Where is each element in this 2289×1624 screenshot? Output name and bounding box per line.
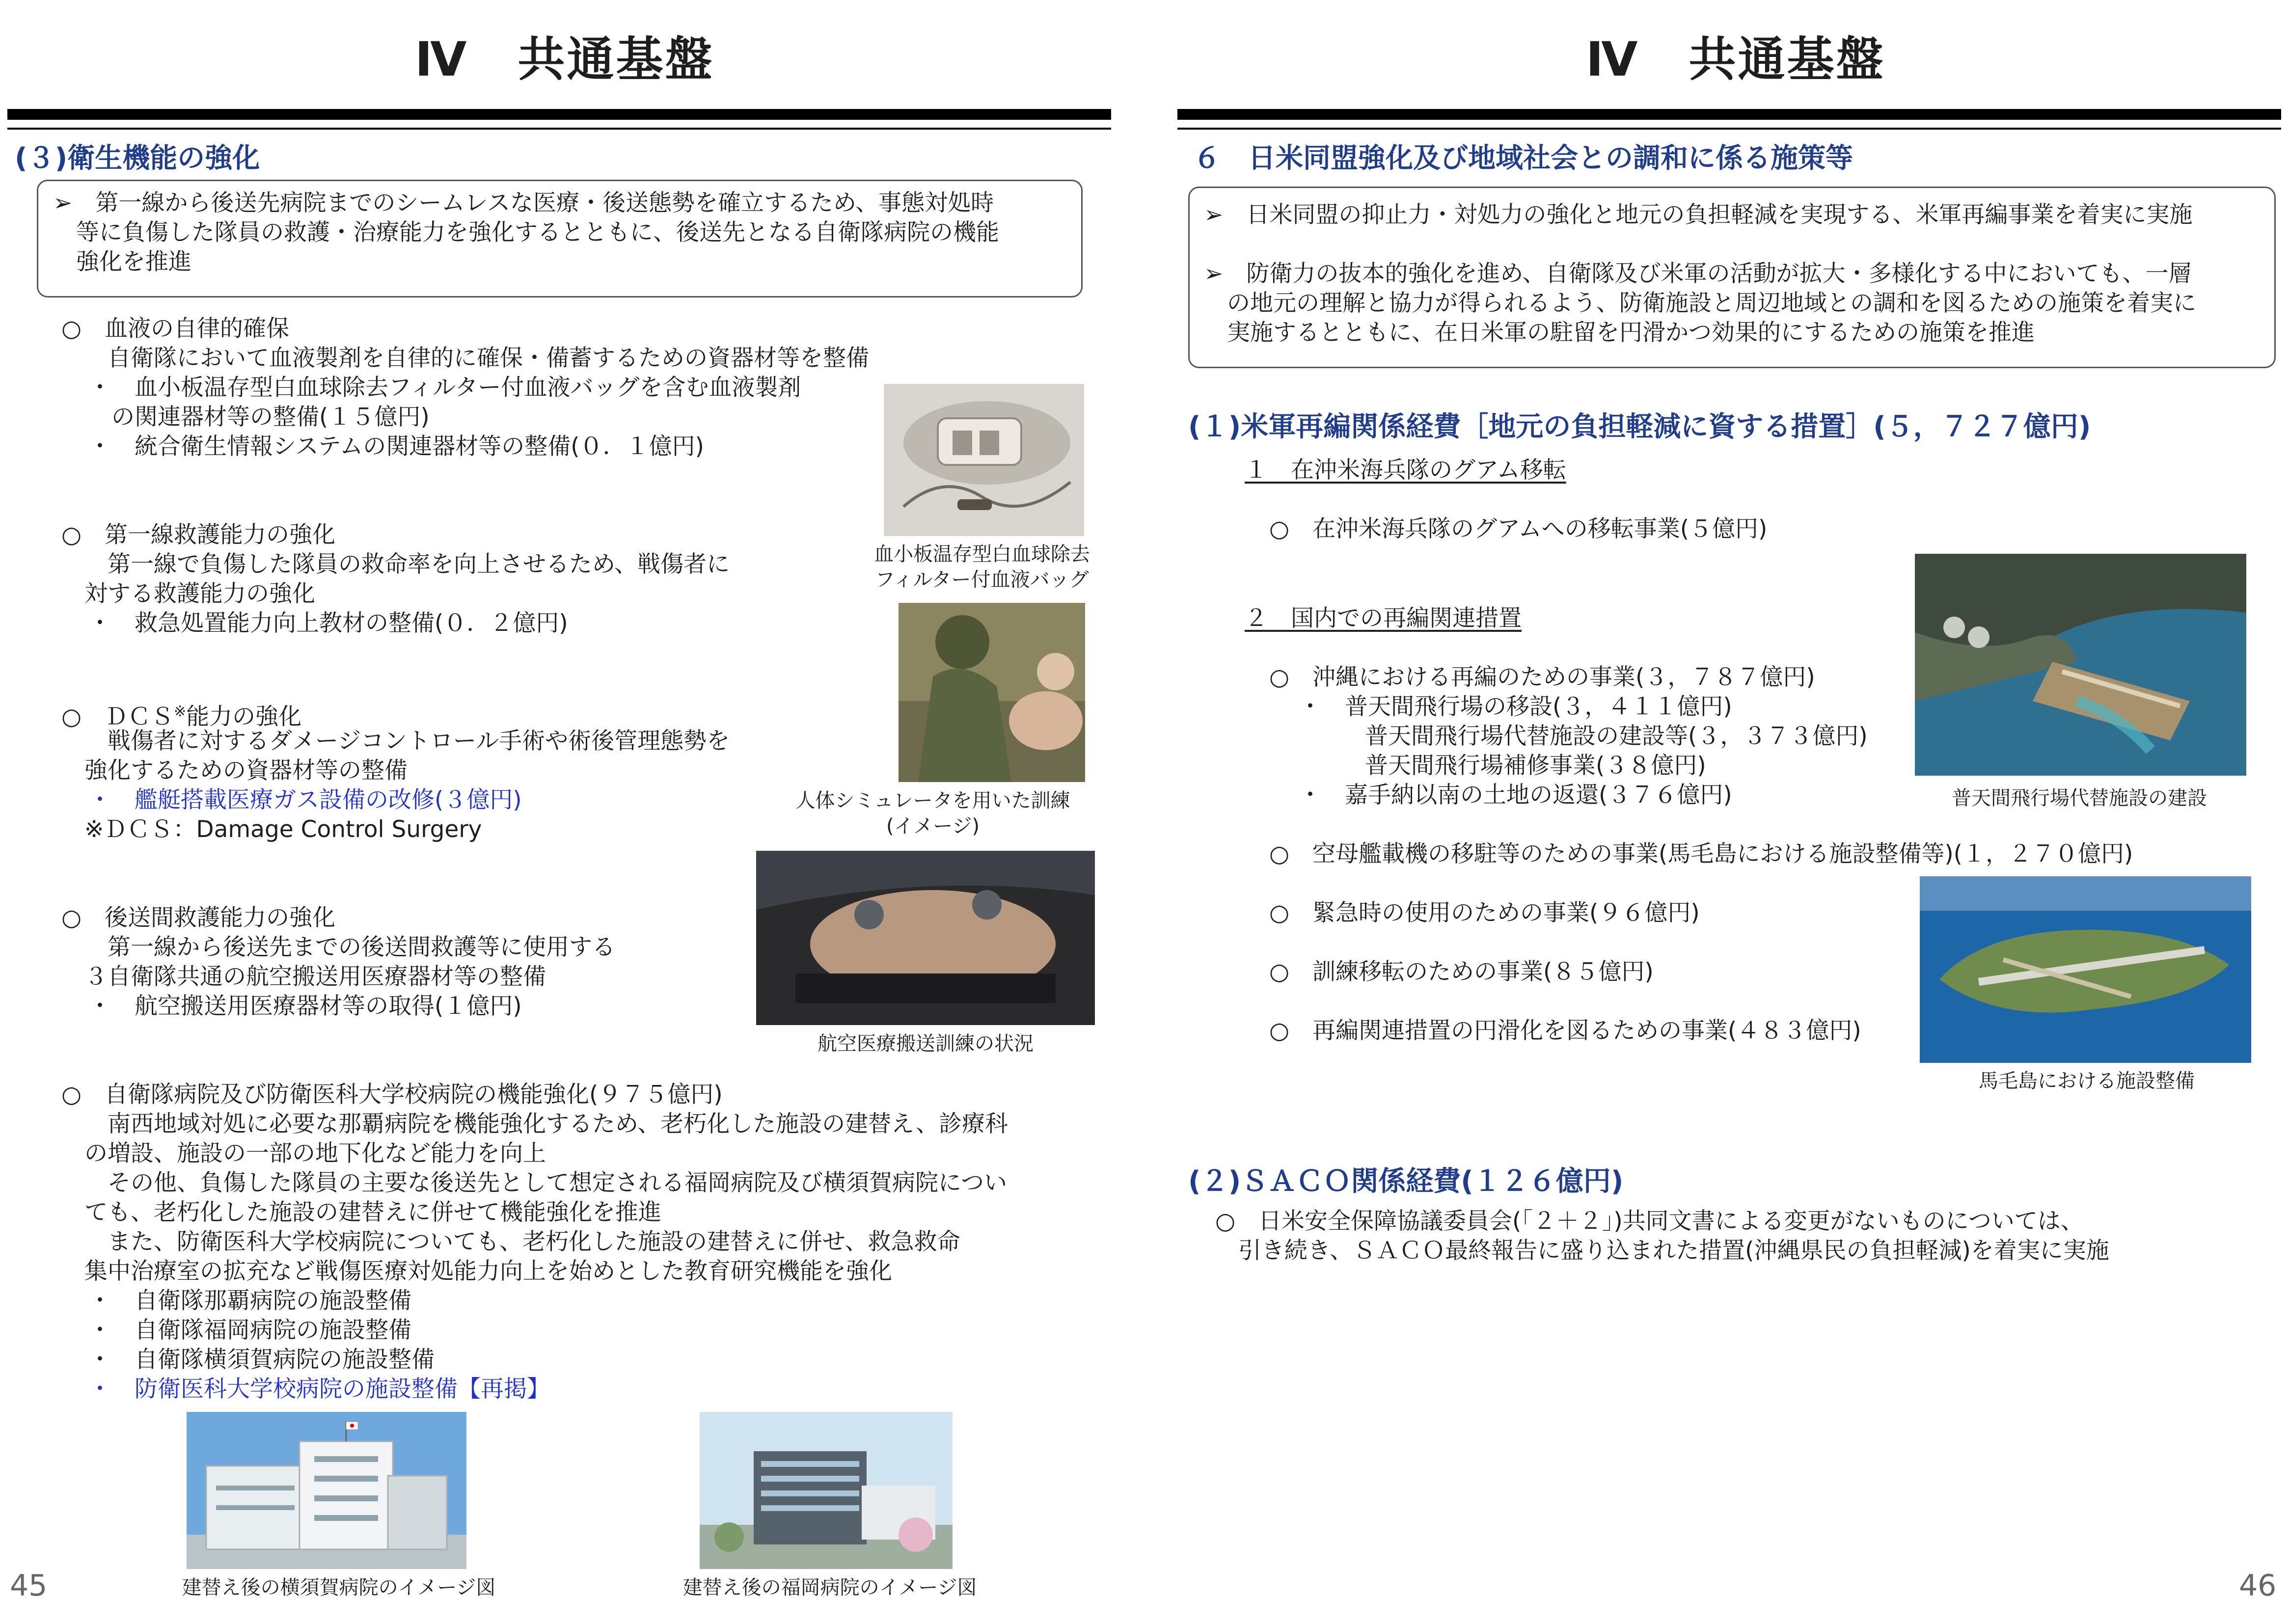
blood-bullet-cont: の関連器材等の整備(１５億円) bbox=[88, 404, 430, 431]
blood-bag-photo bbox=[884, 384, 1084, 536]
hospital-desc: ても、老朽化した施設の建替えに併せて機能強化を推進 bbox=[61, 1199, 661, 1226]
futenma-replacement-photo bbox=[1915, 554, 2246, 776]
title-rule-thick-right bbox=[1177, 109, 2281, 120]
air-evac-training-photo bbox=[756, 851, 1095, 1025]
fukuoka-hospital-image bbox=[700, 1412, 953, 1569]
caption-blood-bag: 血小板温存型白血球除去 フィルター付血液バッグ bbox=[874, 543, 1090, 591]
futenma-subitem: 普天間飛行場代替施設の建設等(３，３７３億円) bbox=[1365, 723, 1868, 750]
page-title-right: Ⅳ 共通基盤 bbox=[1586, 32, 1885, 87]
section-heading-hygiene: (３)衛生機能の強化 bbox=[15, 142, 260, 174]
blood-heading: ○ 血液の自律的確保 bbox=[61, 315, 290, 342]
summary-line: ➢ 防衛力の抜本的強化を進め、自衛隊及び米軍の活動が拡大・多様化する中においても、一層 bbox=[1204, 260, 2192, 287]
training-item: ○ 訓練移転のための事業(８５億円) bbox=[1269, 958, 1654, 985]
section-heading-alliance: ６ 日米同盟強化及び地域社会との調和に係る施策等 bbox=[1193, 142, 1853, 174]
blood-desc: 自衛隊において血液製剤を自律的に確保・備蓄するための資器材等を整備 bbox=[61, 345, 869, 372]
blood-bullet: ・ 統合衛生情報システムの関連器材等の整備(０．１億円) bbox=[88, 433, 704, 460]
mageshima-photo bbox=[1920, 876, 2251, 1063]
dcs-heading: ○ ＤＣＳ※能力の強化 bbox=[61, 703, 302, 731]
title-rule-thin-right bbox=[1177, 128, 2281, 130]
caption-yokosuka: 建替え後の横須賀病院のイメージ図 bbox=[182, 1576, 496, 1599]
frontline-desc: 第一線で負傷した隊員の救命率を向上させるため、戦傷者に bbox=[61, 551, 730, 578]
dcs-desc: 強化するための資器材等の整備 bbox=[61, 757, 408, 784]
hospital-bullet-highlight: ・ 防衛医科大学校病院の施設整備【再掲】 bbox=[88, 1376, 550, 1403]
guam-heading: １ 在沖米海兵隊のグアム移転 bbox=[1245, 457, 1566, 484]
carrier-item: ○ 空母艦載機の移駐等のための事業(馬毛島における施設整備等)(１，２７０億円) bbox=[1269, 840, 2133, 867]
simulator-training-photo bbox=[899, 603, 1085, 782]
saco-line: 引き続き、ＳＡＣＯ最終報告に盛り込まれた措置(沖縄県民の負担軽減)を着実に実施 bbox=[1215, 1237, 2109, 1264]
futenma-bullet: ・ 普天間飛行場の移設(３，４１１億円) bbox=[1299, 693, 1732, 720]
evac-bullet: ・ 航空搬送用医療器材等の取得(１億円) bbox=[88, 993, 522, 1020]
summary-line: ➢ 日米同盟の抑止力・対処力の強化と地元の負担軽減を実現する、米軍再編事業を着実に実施 bbox=[1204, 201, 2193, 228]
evac-heading: ○ 後送間救護能力の強化 bbox=[61, 904, 336, 931]
dcs-bullet-highlight: ・ 艦艇搭載医療ガス設備の改修(３億円) bbox=[88, 786, 522, 813]
frontline-bullet: ・ 救急処置能力向上教材の整備(０．２億円) bbox=[88, 610, 568, 637]
hospital-bullet: ・ 自衛隊福岡病院の施設整備 bbox=[88, 1317, 411, 1344]
hospital-desc: また、防衛医科大学校病院についても、老朽化した施設の建替えに併せ、救急救命 bbox=[61, 1228, 960, 1255]
caption-air-evac: 航空医療搬送訓練の状況 bbox=[818, 1032, 1034, 1055]
guam-item: ○ 在沖米海兵隊のグアムへの移転事業(５億円) bbox=[1269, 515, 1768, 542]
hospital-desc: の増設、施設の一部の地下化など能力を向上 bbox=[61, 1140, 546, 1167]
summary-line: 強化を推進 bbox=[53, 248, 191, 275]
hospital-desc: 集中治療室の拡充など戦傷医療対処能力向上を始めとした教育研究機能を強化 bbox=[61, 1258, 892, 1285]
caption-fukuoka: 建替え後の福岡病院のイメージ図 bbox=[682, 1576, 977, 1599]
dcs-desc: 戦傷者に対するダメージコントロール手術や術後管理態勢を bbox=[61, 728, 730, 755]
domestic-heading: ２ 国内での再編関連措置 bbox=[1245, 605, 1522, 632]
hospital-desc: その他、負傷した隊員の主要な後送先として想定される福岡病院及び横須賀病院につい bbox=[61, 1169, 1008, 1196]
frontline-heading: ○ 第一線救護能力の強化 bbox=[61, 521, 336, 548]
summary-line: ➢ 第一線から後送先病院までのシームレスな医療・後送態勢を確立するため、事態対処時 bbox=[53, 189, 994, 217]
hospital-desc: 南西地域対処に必要な那覇病院を機能強化するため、老朽化した施設の建替え、診療科 bbox=[61, 1110, 1008, 1137]
saco-line: ○ 日米安全保障協議委員会(「２＋２」)共同文書による変更がないものについては、 bbox=[1215, 1208, 2084, 1235]
subsection-heading-saco: (２)ＳＡＣＯ関係経費(１２６億円) bbox=[1188, 1165, 1624, 1197]
page-number-left: 45 bbox=[10, 1569, 48, 1603]
kadena-bullet: ・ 嘉手納以南の土地の返還(３７６億円) bbox=[1299, 782, 1732, 809]
futenma-subitem: 普天間飛行場補修事業(３８億円) bbox=[1365, 752, 1706, 779]
summary-line: 等に負傷した隊員の救護・治療能力を強化するとともに、後送先となる自衛隊病院の機能 bbox=[53, 219, 999, 246]
hospital-heading: ○ 自衛隊病院及び防衛医科大学校病院の機能強化(９７５億円) bbox=[61, 1081, 723, 1108]
smooth-item: ○ 再編関連措置の円滑化を図るための事業(４８３億円) bbox=[1269, 1017, 1861, 1044]
page-number-right: 46 bbox=[2239, 1569, 2277, 1603]
caption-futenma: 普天間飛行場代替施設の建設 bbox=[1952, 787, 2207, 810]
caption-mageshima: 馬毛島における施設整備 bbox=[1979, 1070, 2195, 1092]
page-title-left: Ⅳ 共通基盤 bbox=[415, 32, 714, 87]
evac-desc: ３自衛隊共通の航空搬送用医療器材等の整備 bbox=[61, 963, 546, 990]
subsection-heading-realignment: (１)米軍再編関係経費［地元の負担軽減に資する措置］(５，７２７億円) bbox=[1188, 411, 2091, 443]
okinawa-item: ○ 沖縄における再編のための事業(３，７８７億円) bbox=[1269, 664, 1815, 691]
summary-line: 実施するとともに、在日米軍の駐留を円滑かつ効果的にするための施策を推進 bbox=[1204, 319, 2035, 346]
evac-desc: 第一線から後送先までの後送間救護等に使用する bbox=[61, 934, 615, 961]
blood-bullet: ・ 血小板温存型白血球除去フィルター付血液バッグを含む血液製剤 bbox=[88, 374, 801, 401]
frontline-desc: 対する救護能力の強化 bbox=[61, 580, 315, 607]
caption-simulator: 人体シミュレータを用いた訓練 (イメージ) bbox=[795, 789, 1070, 838]
title-rule-thick-left bbox=[7, 109, 1111, 120]
hospital-bullet: ・ 自衛隊横須賀病院の施設整備 bbox=[88, 1346, 435, 1373]
title-rule-thin-left bbox=[7, 128, 1111, 130]
yokosuka-hospital-image bbox=[187, 1412, 466, 1569]
dcs-footnote: ※ＤＣＳ：Damage Control Surgery bbox=[61, 816, 482, 843]
hospital-bullet: ・ 自衛隊那覇病院の施設整備 bbox=[88, 1287, 411, 1314]
summary-line: の地元の理解と協力が得られるよう、防衛施設と周辺地域との調和を図るための施策を着実に bbox=[1204, 290, 2196, 317]
emergency-item: ○ 緊急時の使用のための事業(９６億円) bbox=[1269, 899, 1700, 926]
